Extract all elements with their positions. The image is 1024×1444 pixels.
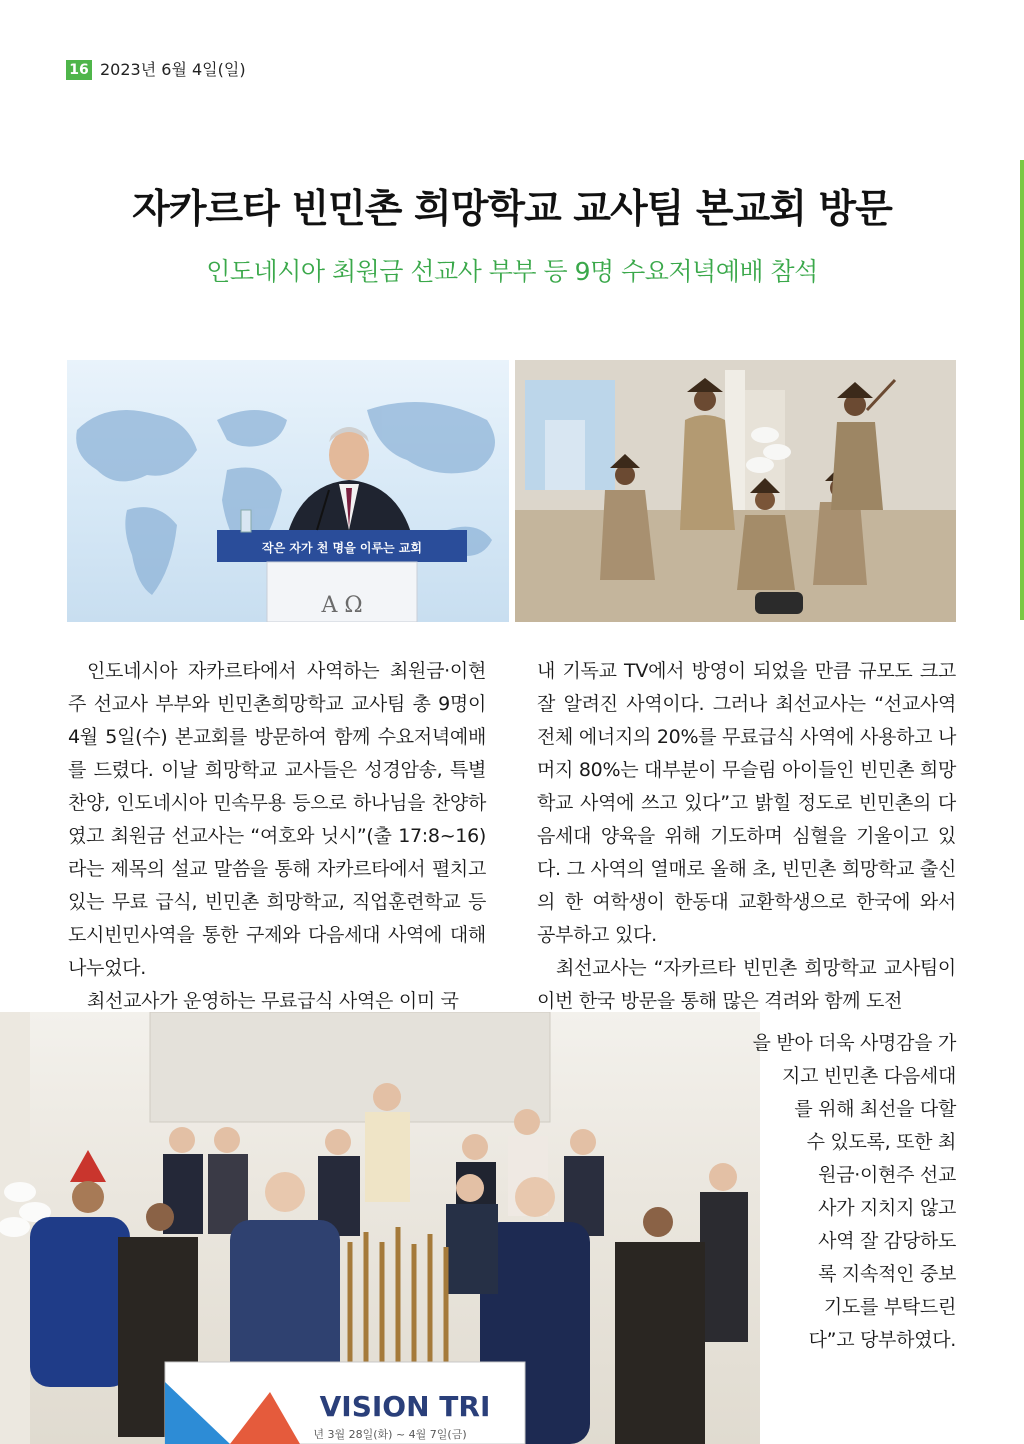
wrap-line: 사가 지치지 않고 bbox=[818, 1197, 956, 1219]
article-column-wrap bbox=[560, 1027, 956, 1357]
photo-dance-illustration bbox=[515, 360, 956, 622]
wrap-line: 를 위해 최선을 다할 bbox=[794, 1098, 956, 1120]
wrap-line: 사역 잘 감당하도 bbox=[818, 1230, 956, 1252]
photo-traditional-dance bbox=[515, 360, 956, 622]
article-column-right bbox=[537, 655, 956, 1018]
banner-text: VISION TRI bbox=[319, 1390, 491, 1423]
photo-pastor-preaching bbox=[67, 360, 509, 622]
article-subtitle: 인도네시아 최원금 선교사 부부 등 9명 수요저녁예배 참석 bbox=[206, 257, 818, 286]
wrap-line: 록 지속적인 중보 bbox=[818, 1263, 956, 1285]
pulpit-banner-text: 작은 자가 천 명을 이루는 교회 bbox=[262, 541, 422, 555]
banner-date: 년 3월 28일(화) ~ 4월 7일(금) bbox=[313, 1428, 467, 1441]
wrap-line: 지고 빈민촌 다음세대 bbox=[782, 1065, 956, 1087]
paragraph: 내 기독교 TV에서 방영이 되었을 만큼 규모도 크고 잘 알려진 사역이다. 그러나 최선교사는 “선교사역 전체 에너지의 20%를 무료급식 사역에 사용하고 나머지 80%는 대부분이 무슬림 아이들인 빈민촌 희망학교 사역에 쓰고 있다”고 밝힐 정도로 빈민촌의 다음세대 양육을 위해 기도하며 심혈을 기울이고 있다. 그 사역의 열매로 올해 초, 빈민촌 희망학교 출신의 한 여학생이 한동대 교환학생으로 한국에 와서 공부하고 있다. bbox=[537, 660, 956, 946]
issue-date: 2023년 6월 4일(일) bbox=[100, 60, 246, 79]
wrap-line: 원금·이현주 선교 bbox=[818, 1164, 956, 1186]
article-column-left bbox=[68, 655, 486, 1018]
wrap-line: 기도를 부탁드린 bbox=[823, 1296, 956, 1318]
wrap-line: 다”고 당부하였다. bbox=[808, 1329, 956, 1351]
article-title: 자카르타 빈민촌 희망학교 교사팀 본교회 방문 bbox=[132, 187, 892, 232]
page-number: 16 bbox=[66, 60, 92, 80]
wrap-line: 수 있도록, 또한 최 bbox=[806, 1131, 956, 1153]
paragraph: 최선교사는 “자카르타 빈민촌 희망학교 교사팀이 이번 한국 방문을 통해 많은 격려와 함께 도전 bbox=[537, 957, 956, 1012]
pulpit-symbol: A Ω bbox=[321, 593, 363, 618]
paragraph: 최선교사가 운영하는 무료급식 사역은 이미 국 bbox=[87, 990, 459, 1012]
paragraph: 인도네시아 자카르타에서 사역하는 최원금·이현주 선교사 부부와 빈민촌희망학교 교사팀 총 9명이 4월 5일(수) 본교회를 방문하여 함께 수요저녁예배를 드렸다. 이날 희망학교 교사들은 성경암송, 특별찬양, 인도네시아 민속무용 등으로 하나님을 찬양하였고 최원금 선교사는 “여호와 닛시”(출 17:8~16)라는 제목의 설교 말씀을 통해 자카르타에서 펼치고 있는 무료 급식, 빈민촌 희망학교, 직업훈련학교 등 도시빈민사역을 통한 구제와 다음세대 사역에 대해 나누었다. bbox=[68, 660, 486, 979]
photo-pastor-illustration bbox=[67, 360, 509, 622]
wrap-line: 을 받아 더욱 사명감을 가 bbox=[752, 1032, 956, 1054]
